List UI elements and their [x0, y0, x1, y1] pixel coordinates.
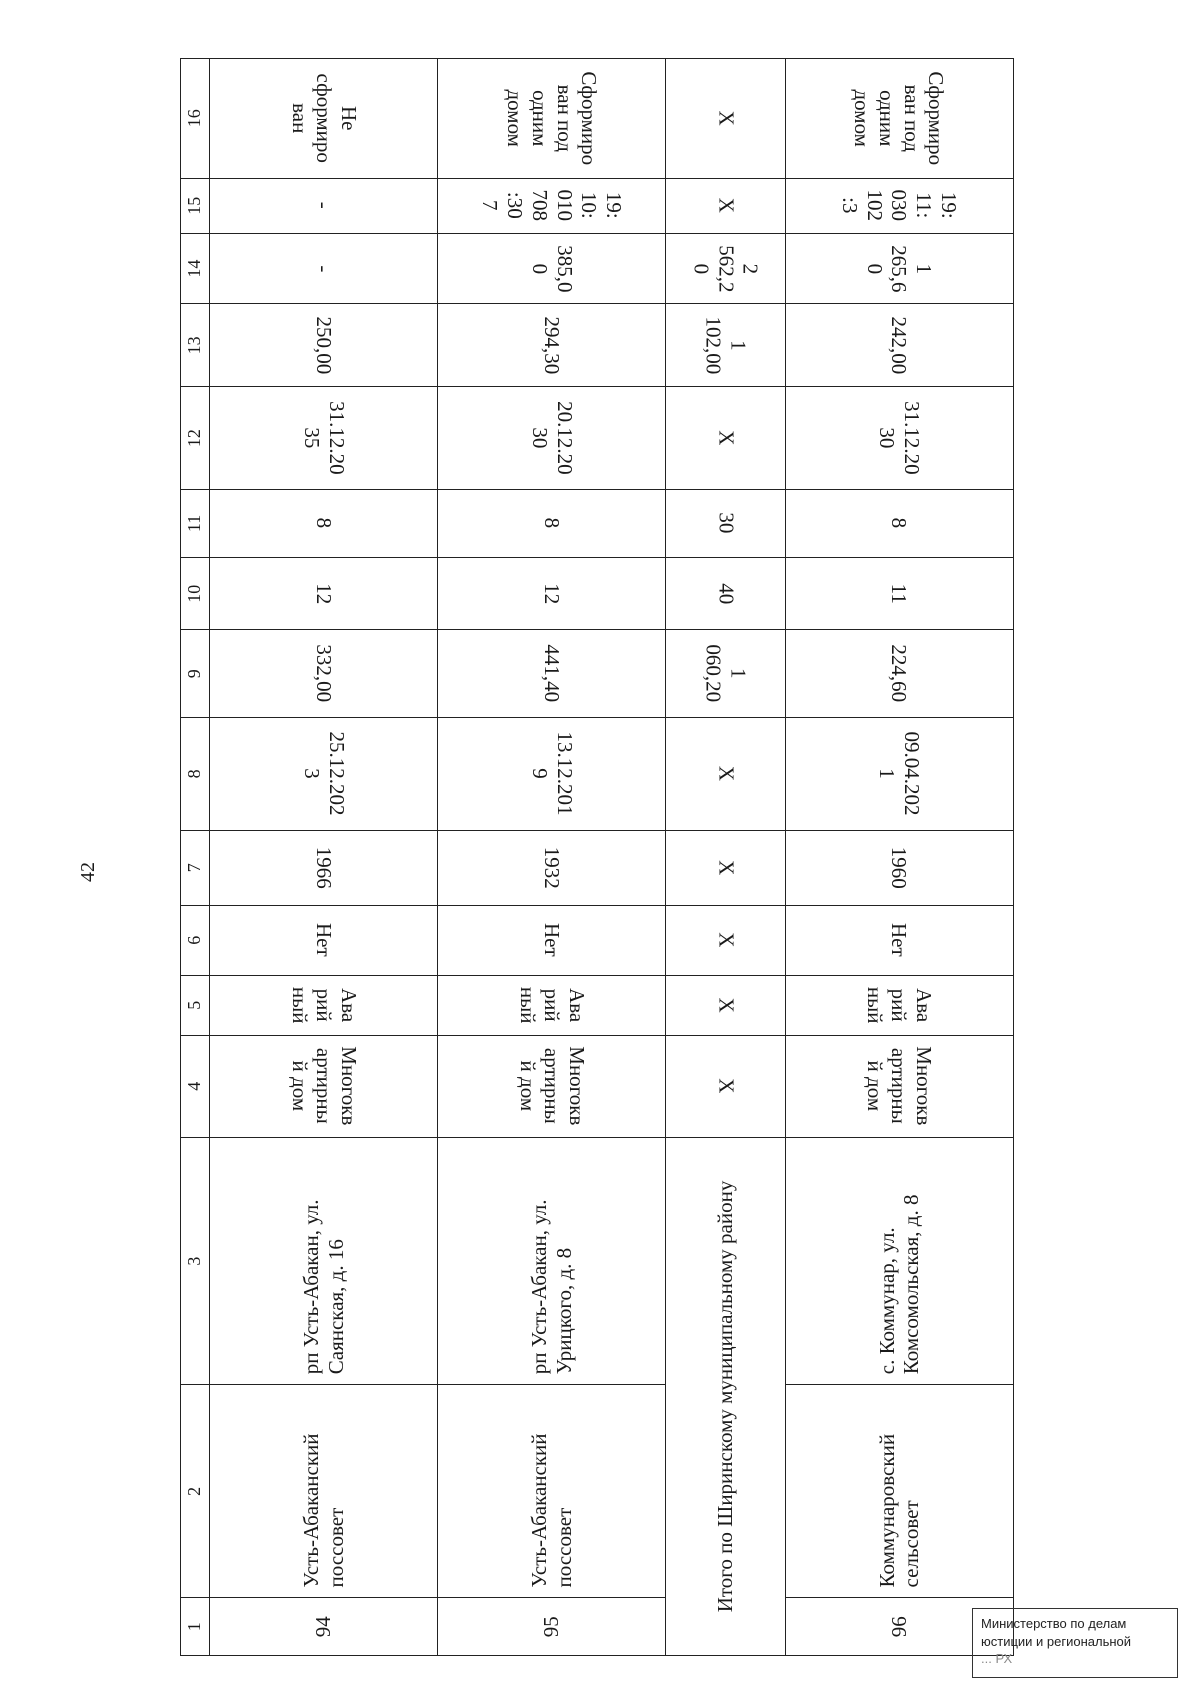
total-row [666, 59, 786, 1656]
land-area-cell: 2 562,20 [666, 233, 786, 303]
col-num: 2 [181, 1385, 210, 1598]
municipality-cell: Коммунаровский сельсовет [785, 1385, 1013, 1598]
year-cell: 1966 [210, 830, 438, 905]
cadastral-cell: 19:11:030102:3 [785, 178, 1013, 233]
cadastral-cell: 19:10:010708:307 [438, 178, 666, 233]
apartments-cell: 8 [438, 489, 666, 557]
col-num: 16 [181, 59, 210, 179]
row-number: 94 [210, 1598, 438, 1656]
deadline-cell: 31.12.2030 [785, 387, 1013, 489]
building-type-cell: Многоквартирный дом [210, 1035, 438, 1137]
page-number: 42 [77, 862, 99, 882]
stamp-line: юстиции и региональной [981, 1633, 1132, 1649]
decision-date-cell: 09.04.2021 [785, 717, 1013, 830]
land-area-cell: 385,00 [438, 233, 666, 303]
cadastral-cell: X [666, 178, 786, 233]
col-num: 12 [181, 387, 210, 489]
municipality-cell: Усть-Абаканский поссовет [438, 1385, 666, 1598]
year-cell: 1960 [785, 830, 1013, 905]
col-num: 7 [181, 830, 210, 905]
living-area-cell: 1 102,00 [666, 304, 786, 387]
heritage-cell: X [666, 905, 786, 975]
area-cell: 441,40 [438, 630, 666, 717]
living-area-cell: 250,00 [210, 304, 438, 387]
area-cell: 332,00 [210, 630, 438, 717]
column-number-row [181, 59, 210, 1656]
stamp-line: ... РХ [981, 1651, 1013, 1667]
row-number: 96 [785, 1598, 1013, 1656]
total-label: Итого по Ширинскому муниципальному району [666, 1137, 786, 1655]
apartments-cell: 8 [785, 489, 1013, 557]
emergency-housing-table [180, 58, 1014, 1656]
deadline-cell: 31.12.2035 [210, 387, 438, 489]
cadastral-cell: - [210, 178, 438, 233]
heritage-cell: Нет [785, 905, 1013, 975]
year-cell: X [666, 830, 786, 905]
address-cell: с. Коммунар, ул. Комсомольская, д. 8 [785, 1137, 1013, 1384]
heritage-cell: Нет [438, 905, 666, 975]
row-number: 95 [438, 1598, 666, 1656]
col-num: 14 [181, 233, 210, 303]
land-area-cell: - [210, 233, 438, 303]
municipality-cell: Усть-Абаканский поссовет [210, 1385, 438, 1598]
col-num: 8 [181, 717, 210, 830]
status-cell: X [666, 975, 786, 1035]
col-num: 10 [181, 558, 210, 630]
stamp-line: Министерство по делам [981, 1616, 1127, 1631]
land-status-cell: Сформирован под одним домом [785, 59, 1013, 179]
status-cell: Аварийный [210, 975, 438, 1035]
residents-cell: 40 [666, 558, 786, 630]
land-status-cell: Не сформирован [210, 59, 438, 179]
apartments-cell: 8 [210, 489, 438, 557]
area-cell: 1 060,20 [666, 630, 786, 717]
col-num: 1 [181, 1598, 210, 1656]
living-area-cell: 242,00 [785, 304, 1013, 387]
decision-date-cell: X [666, 717, 786, 830]
area-cell: 224,60 [785, 630, 1013, 717]
ministry-stamp [972, 1608, 1178, 1678]
register-sheet [180, 58, 1014, 1656]
heritage-cell: Нет [210, 905, 438, 975]
col-num: 11 [181, 489, 210, 557]
table-row [210, 59, 438, 1656]
col-num: 6 [181, 905, 210, 975]
table-row [438, 59, 666, 1656]
status-cell: Аварийный [785, 975, 1013, 1035]
status-cell: Аварийный [438, 975, 666, 1035]
apartments-cell: 30 [666, 489, 786, 557]
rotated-table-frame [180, 58, 1014, 1656]
residents-cell: 12 [210, 558, 438, 630]
decision-date-cell: 25.12.2023 [210, 717, 438, 830]
land-area-cell: 1 265,60 [785, 233, 1013, 303]
building-type-cell: X [666, 1035, 786, 1137]
living-area-cell: 294,30 [438, 304, 666, 387]
address-cell: рп Усть-Абакан, ул. Урицкого, д. 8 [438, 1137, 666, 1384]
address-cell: рп Усть-Абакан, ул. Саянская, д. 16 [210, 1137, 438, 1384]
building-type-cell: Многоквартирный дом [438, 1035, 666, 1137]
land-status-cell: Сформирован под одним домом [438, 59, 666, 179]
table-row [785, 59, 1013, 1656]
residents-cell: 12 [438, 558, 666, 630]
col-num: 13 [181, 304, 210, 387]
col-num: 5 [181, 975, 210, 1035]
building-type-cell: Многоквартирный дом [785, 1035, 1013, 1137]
col-num: 3 [181, 1137, 210, 1384]
decision-date-cell: 13.12.2019 [438, 717, 666, 830]
col-num: 15 [181, 178, 210, 233]
col-num: 9 [181, 630, 210, 717]
residents-cell: 11 [785, 558, 1013, 630]
deadline-cell: X [666, 387, 786, 489]
year-cell: 1932 [438, 830, 666, 905]
deadline-cell: 20.12.2030 [438, 387, 666, 489]
col-num: 4 [181, 1035, 210, 1137]
land-status-cell: X [666, 59, 786, 179]
